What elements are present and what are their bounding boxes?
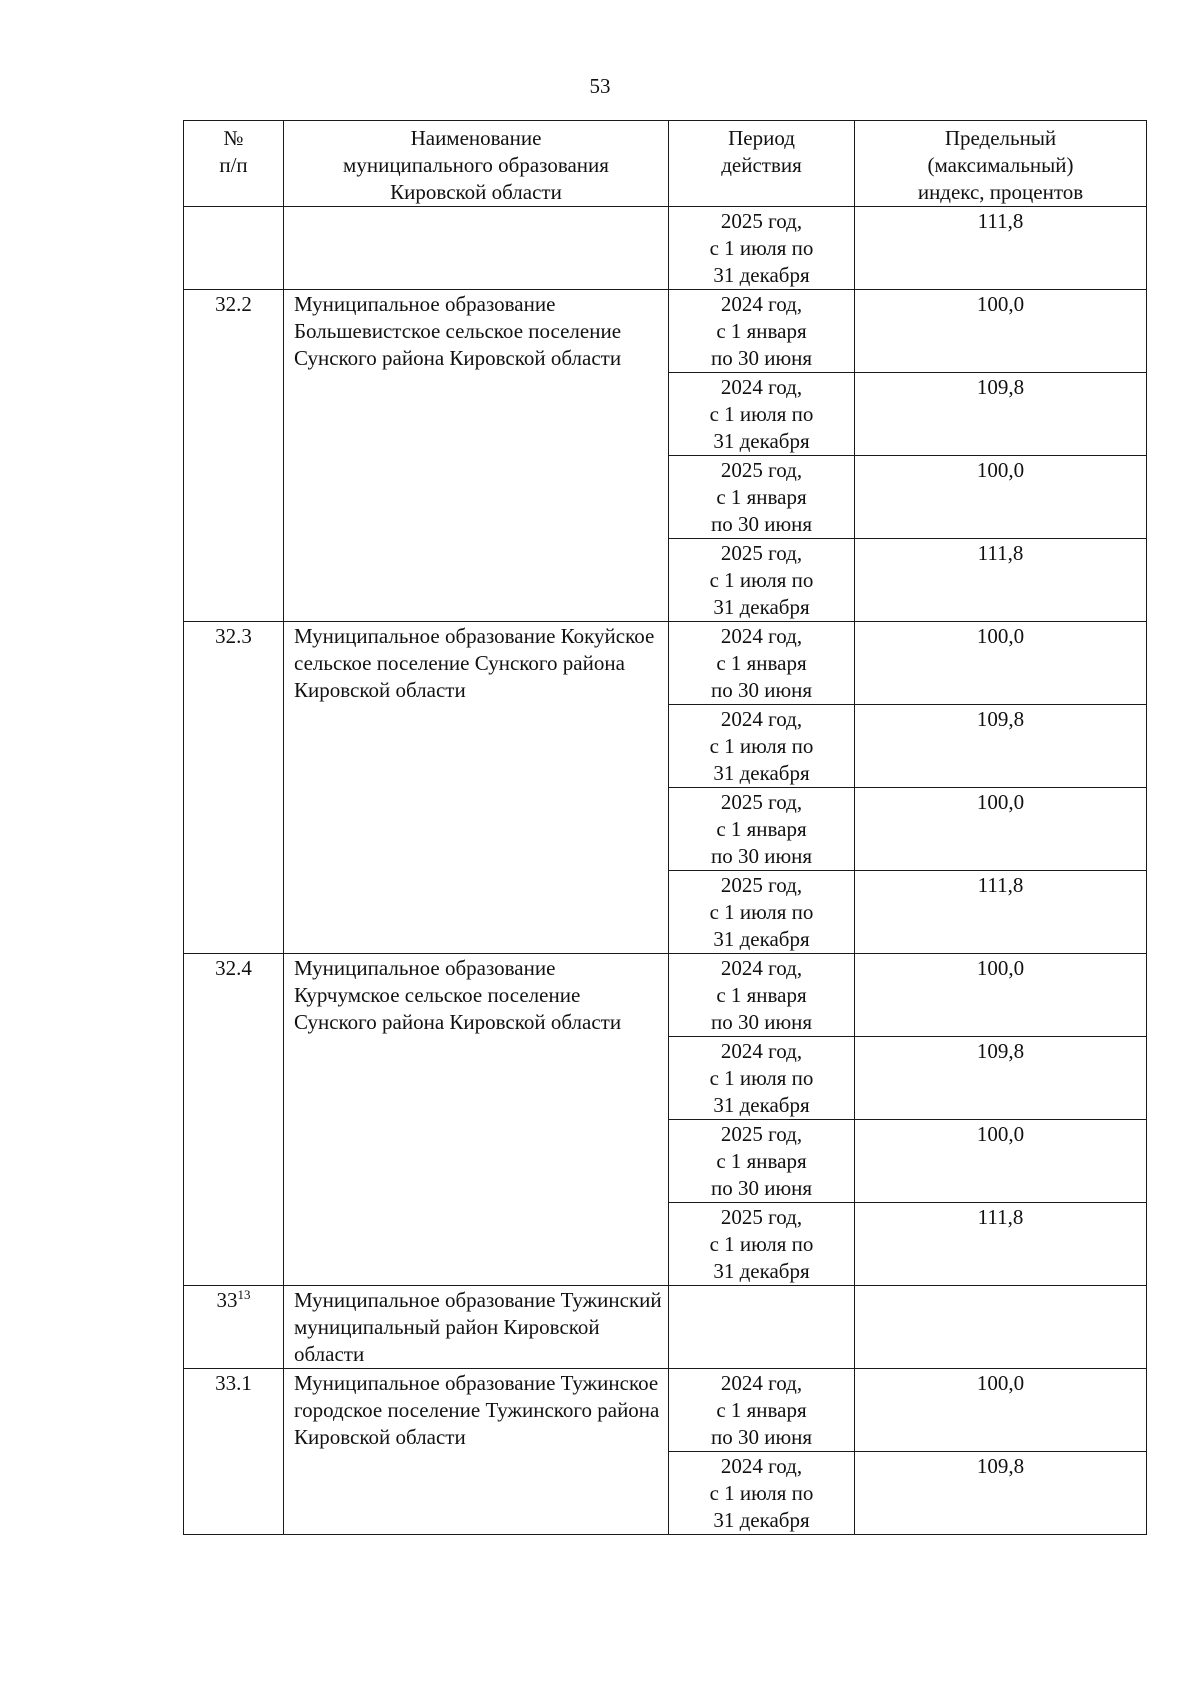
index-cell: 111,8 (855, 207, 1147, 290)
header-name: Наименование муниципального образования Кировской области (284, 121, 669, 207)
period-cell: 2024 год, с 1 июля по 31 декабря (669, 705, 855, 788)
index-cell: 109,8 (855, 373, 1147, 456)
period-cell: 2025 год, с 1 июля по 31 декабря (669, 207, 855, 290)
period-cell: 2024 год, с 1 июля по 31 декабря (669, 1452, 855, 1535)
period-cell: 2024 год, с 1 января по 30 июня (669, 290, 855, 373)
period-cell: 2024 год, с 1 января по 30 июня (669, 954, 855, 1037)
period-cell: 2024 год, с 1 июля по 31 декабря (669, 373, 855, 456)
row-num: 32.2 (184, 290, 284, 622)
row-name: Муниципальное образование Большевистское сельское поселение Сунского района Кировской области (284, 290, 669, 622)
row-name (284, 207, 669, 290)
period-cell: 2025 год, с 1 января по 30 июня (669, 456, 855, 539)
index-cell: 111,8 (855, 871, 1147, 954)
index-cell: 100,0 (855, 290, 1147, 373)
tariff-index-table (183, 120, 1147, 1535)
index-cell: 109,8 (855, 705, 1147, 788)
period-cell: 2025 год, с 1 июля по 31 декабря (669, 1203, 855, 1286)
index-cell: 100,0 (855, 456, 1147, 539)
footnote-ref: 13 (237, 1287, 251, 1302)
header-period: Период действия (669, 121, 855, 207)
page-number: 53 (589, 74, 611, 98)
period-cell: 2024 год, с 1 января по 30 июня (669, 1369, 855, 1452)
row-name: Муниципальное образование Кокуйское сельское поселение Сунского района Кировской области (284, 622, 669, 954)
row-name: Муниципальное образование Тужинский муниципальный район Кировской области (284, 1286, 669, 1369)
index-cell: 100,0 (855, 622, 1147, 705)
period-cell: 2025 год, с 1 июля по 31 декабря (669, 871, 855, 954)
table-header-row (184, 121, 1147, 207)
header-index: Предельный (максимальный) индекс, процентов (855, 121, 1147, 207)
index-cell: 111,8 (855, 539, 1147, 622)
index-cell: 100,0 (855, 788, 1147, 871)
index-cell: 100,0 (855, 954, 1147, 1037)
row-num: 33.1 (184, 1369, 284, 1535)
row-num: 32.4 (184, 954, 284, 1286)
row-name: Муниципальное образование Курчумское сельское поселение Сунского района Кировской области (284, 954, 669, 1286)
header-num: № п/п (184, 121, 284, 207)
table-row (184, 1369, 1147, 1452)
index-cell: 100,0 (855, 1120, 1147, 1203)
period-cell: 2025 год, с 1 января по 30 июня (669, 788, 855, 871)
table-row (184, 1286, 1147, 1369)
index-cell: 111,8 (855, 1203, 1147, 1286)
row-num (184, 207, 284, 290)
period-cell: 2024 год, с 1 июля по 31 декабря (669, 1037, 855, 1120)
period-cell (669, 1286, 855, 1369)
period-cell: 2025 год, с 1 января по 30 июня (669, 1120, 855, 1203)
index-cell (855, 1286, 1147, 1369)
row-num: $33^{13}$ (184, 1286, 284, 1369)
period-cell: 2024 год, с 1 января по 30 июня (669, 622, 855, 705)
row-num: 32.3 (184, 622, 284, 954)
period-cell: 2025 год, с 1 июля по 31 декабря (669, 539, 855, 622)
table-row (184, 290, 1147, 373)
index-cell: 109,8 (855, 1452, 1147, 1535)
index-cell: 109,8 (855, 1037, 1147, 1120)
table-row (184, 207, 1147, 290)
row-name: Муниципальное образование Тужинское городское поселение Тужинского района Кировской области (284, 1369, 669, 1535)
table-row (184, 954, 1147, 1037)
table-row (184, 622, 1147, 705)
index-cell: 100,0 (855, 1369, 1147, 1452)
